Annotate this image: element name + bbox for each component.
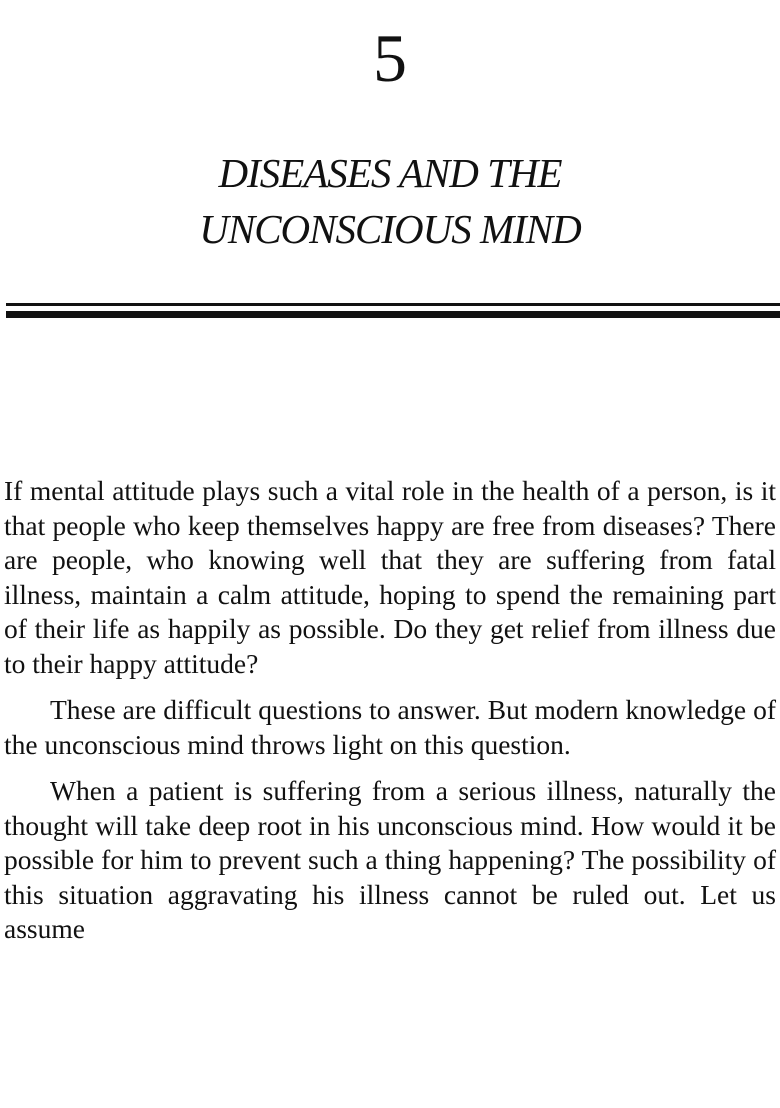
title-rule-thick <box>6 311 780 318</box>
title-rule-thin <box>6 303 780 306</box>
chapter-title <box>0 145 780 257</box>
chapter-title-line-1: DISEASES AND THE <box>218 150 562 196</box>
paragraph-3: When a patient is suffering from a serious illness, naturally the thought will take deep root in his unconscious mind. How would it be possible for him to prevent such a thing happening? The possibility of this situation aggravating his illness cannot be ruled out. Let us assume <box>4 775 776 944</box>
paragraph-2: These are difficult questions to answer. But modern knowledge of the unconscious mind throws light on this question. <box>4 694 776 760</box>
paragraph-1: If mental attitude plays such a vital role in the health of a person, is it that people who keep themselves happy are free from diseases? There are people, who knowing well that they are suffering from fatal illness, maintain a calm attitude, hoping to spend the remaining part of their life as happily as possible. Do they get relief from illness due to their happy attitude? <box>4 475 776 679</box>
chapter-body <box>4 474 776 959</box>
chapter-title-line-2: UNCONSCIOUS MIND <box>199 206 581 252</box>
chapter-number: 5 <box>373 20 407 96</box>
